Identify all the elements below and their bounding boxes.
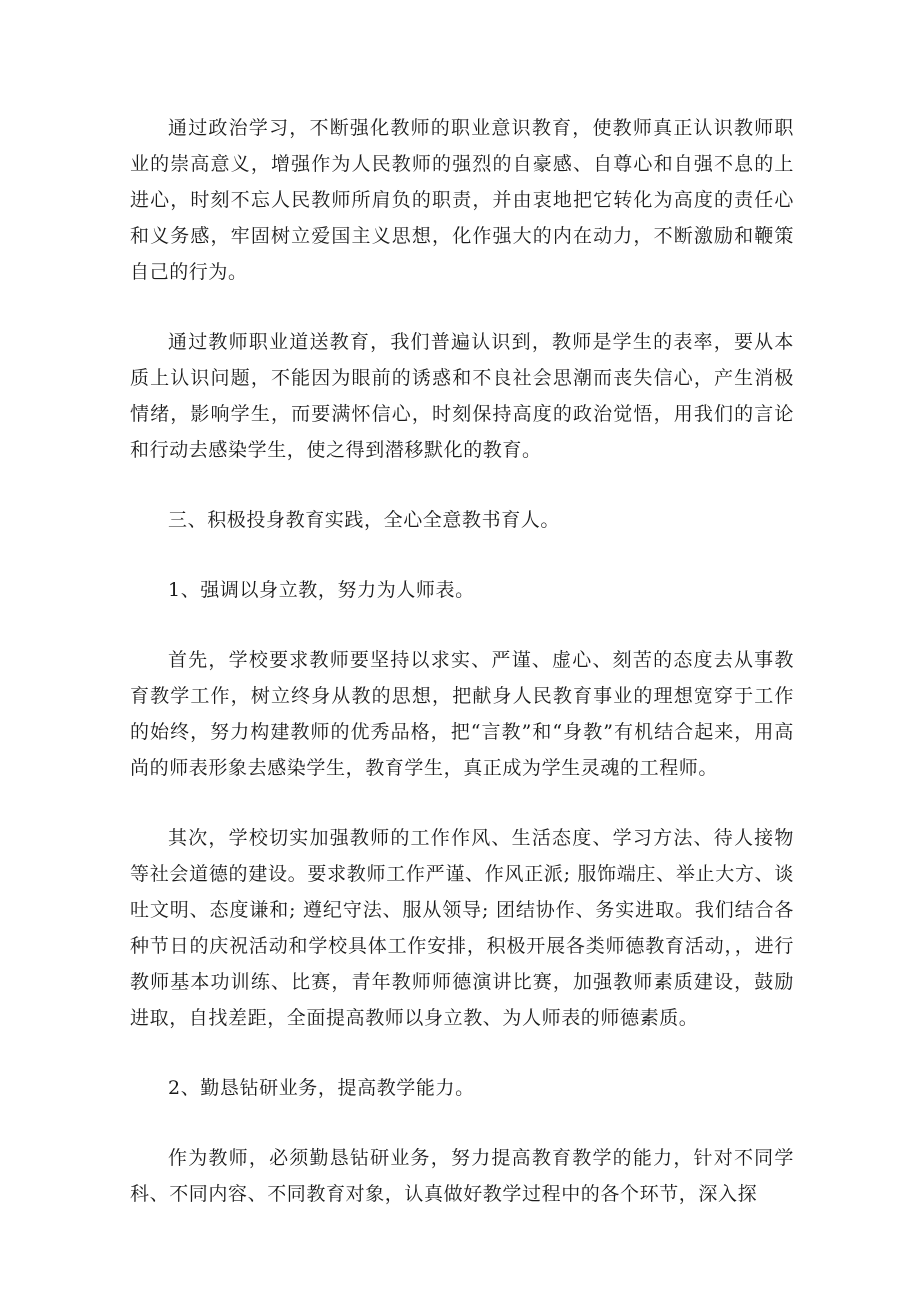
paragraph-as-teacher: 作为教师，必须勤恳钻研业务，努力提高教育教学的能力，针对不同学科、不同内容、不同教育对象，认真做好教学过程中的各个环节，深入探	[130, 1147, 794, 1205]
document-body	[130, 110, 794, 1246]
paragraph-secondly: 其次，学校切实加强教师的工作作风、生活态度、学习方法、待人接物等社会道德的建设。要求教师工作严谨、作风正派; 服饰端庄、举止大方、谈吐文明、态度谦和; 遵纪守法、服从领导; 团结协作、务实进取。我们结合各种节日的庆祝活动和学校具体工作安排，积极开展各类师德教育活动，，进行教师基本功训练、比赛，青年教师师德演讲比赛，加强教师素质建设，鼓励进取，自找差距，全面提高教师以身立教、为人师表的师德素质。	[130, 827, 794, 1029]
paragraph-firstly: 首先，学校要求教师要坚持以求实、严谨、虚心、刻苦的态度去从事教育教学工作，树立终身从教的思想，把献身人民教育事业的理想宽穿于工作的始终，努力构建教师的优秀品格，把“言教”和“身教”有机结合起来，用高尚的师表形象去感染学生，教育学生，真正成为学生灵魂的工程师。	[130, 649, 794, 779]
section-heading-three: 三、积极投身教育实践，全心全意教书育人。	[168, 509, 561, 531]
paragraph-ethics-education: 通过教师职业道送教育，我们普遍认识到，教师是学生的表率，要从本质上认识问题，不能因为眼前的诱惑和不良社会思潮而丧失信心，产生消极情绪，影响学生，而要满怀信心，时刻保持高度的政治觉悟，用我们的言论和行动去感染学生，使之得到潜移默化的教育。	[130, 331, 794, 461]
paragraph-political-study: 通过政治学习，不断强化教师的职业意识教育，使教师真正认识教师职业的崇高意义，增强作为人民教师的强烈的自豪感、自尊心和自强不息的上进心，时刻不忘人民教师所肩负的职责，并由衷地把它转化为高度的责任心和义务感，牢固树立爱国主义思想，化作强大的内在动力，不断激励和鞭策自己的行为。	[130, 117, 794, 283]
subheading-two: 2、勤恳钻研业务，提高教学能力。	[168, 1077, 475, 1099]
subheading-one: 1、强调以身立教，努力为人师表。	[168, 579, 475, 601]
